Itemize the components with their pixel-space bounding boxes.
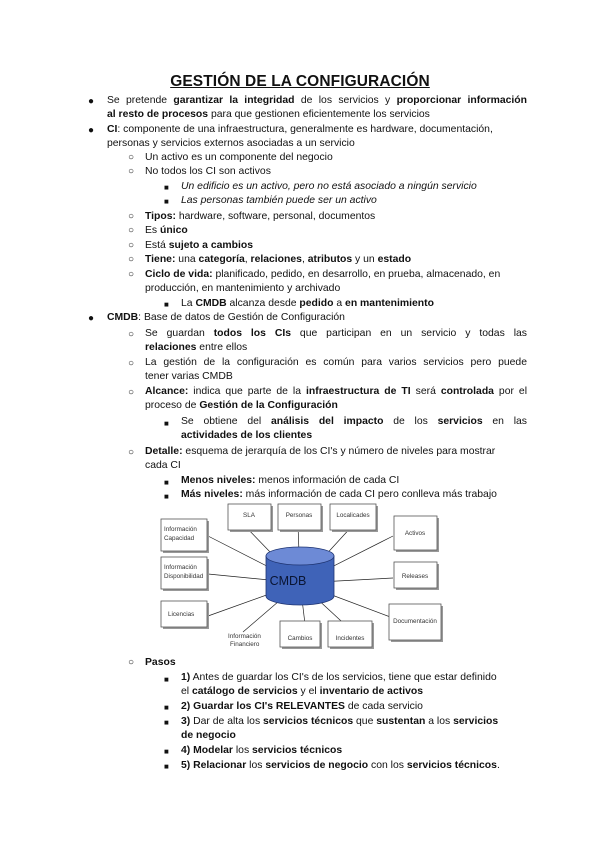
box-info-capacidad-1: Información	[164, 526, 197, 533]
bullet-square: ■	[164, 419, 169, 428]
box-cambios: Cambios	[287, 635, 313, 642]
box-incidentes: Incidentes	[335, 635, 365, 642]
bullet-square: ■	[164, 762, 169, 771]
left-boxes	[161, 519, 209, 629]
s2b2-line: Las personas también puede ser un activo	[181, 195, 377, 206]
bullet-circle: ○	[128, 225, 135, 236]
s3d-line1: Detalle: esquema de jerarquía de los CI's y número de niveles para mostrar	[145, 446, 496, 457]
cmdb-cylinder	[266, 547, 334, 605]
bullet-square: ■	[164, 703, 169, 712]
p3-line2: de negocio	[181, 730, 236, 741]
bullet-circle: ○	[128, 269, 135, 280]
bullet-disc: ●	[88, 125, 95, 136]
s2-line1: CI: componente de una infraestructura, generalmente es hardware, documentación,	[107, 124, 493, 135]
page-title: GESTIÓN DE LA CONFIGURACIÓN	[170, 73, 430, 90]
cmdb-diagram	[158, 498, 443, 656]
bullet-circle: ○	[128, 447, 135, 458]
p3-line1: 3) Dar de alta los servicios técnicos que sustentan a los servicios	[181, 716, 499, 727]
bullet-square: ■	[164, 183, 169, 192]
s2c-line: Tipos: hardware, software, personal, documentos	[145, 211, 376, 222]
bullet-circle: ○	[128, 358, 135, 369]
bullet-circle: ○	[128, 166, 135, 177]
bullet-circle: ○	[128, 329, 135, 340]
bullet-circle: ○	[128, 211, 135, 222]
s3c-line1: Alcance: indica que parte de la infraestructura de TI será controlada por el	[145, 386, 528, 397]
bullet-square: ■	[164, 492, 169, 501]
bullet-circle: ○	[128, 152, 135, 163]
bullet-circle: ○	[128, 387, 135, 398]
s3c-line2: proceso de Gestión de la Configuración	[145, 400, 338, 411]
s2g-line1: Ciclo de vida: planificado, pedido, en desarrollo, en prueba, almacenado, en	[145, 269, 501, 280]
box-localicades: Localicades	[336, 512, 370, 519]
box-releases: Releases	[401, 573, 429, 580]
p1-line1: 1) Antes de guardar los CI's de los servicios, tiene que estar definido	[181, 672, 497, 683]
s3b-line1: La gestión de la configuración es común para varios servicios pero puede	[145, 357, 527, 368]
s1-line2: al resto de procesos para que gestionen eficientemente los servicios	[107, 109, 430, 120]
bullet-square: ■	[164, 747, 169, 756]
s2a-line: Un activo es un componente del negocio	[145, 152, 333, 163]
bullet-square: ■	[164, 675, 169, 684]
bullet-disc: ●	[88, 96, 95, 107]
s3a-line2: relaciones entre ellos	[145, 342, 248, 353]
box-licencias: Licencias	[168, 611, 195, 618]
s3a-line1: Se guardan todos los CIs que participan en un servicio y todas las	[145, 328, 527, 339]
s2g1-line: La CMDB alcanza desde pedido a en mantenimiento	[181, 298, 434, 309]
pasos-label: Pasos	[145, 657, 176, 668]
bullet-square: ■	[164, 718, 169, 727]
box-sla: SLA	[243, 512, 255, 519]
bullet-circle: ○	[128, 240, 135, 251]
s2g-line2: producción, en mantenimiento y archivado	[145, 283, 341, 294]
bottom-boxes	[228, 621, 374, 649]
s3-line: CMDB: Base de datos de Gestión de Configuración	[107, 312, 345, 323]
box-personas: Personas	[285, 512, 313, 519]
cmdb-label: CMDB	[269, 574, 307, 588]
top-boxes	[228, 504, 378, 532]
s3d2-line: Más niveles: más información de cada CI pero conlleva más trabajo	[181, 489, 497, 500]
right-boxes	[389, 516, 443, 642]
s3b-line2: tener varias CMDB	[145, 371, 233, 382]
p5-line: 5) Relacionar los servicios de negocio con los servicios técnicos.	[181, 760, 500, 771]
s3c1-line1: Se obtiene del análisis del impacto de los servicios en las	[181, 416, 527, 427]
s2f-line: Tiene: una categoría, relaciones, atributos y un estado	[145, 254, 412, 265]
label-info-financiero-2: Financiero	[230, 641, 260, 648]
bullet-square: ■	[164, 478, 169, 487]
bullet-disc: ●	[88, 313, 95, 324]
box-activos: Activos	[404, 530, 426, 537]
s2e-line: Está sujeto a cambios	[145, 240, 253, 251]
s3c1-line2: actividades de los clientes	[181, 430, 313, 441]
s2b1-line: Un edificio es un activo, pero no está asociado a ningún servicio	[181, 181, 477, 192]
p2-line: 2) Guardar los CI's RELEVANTES de cada servicio	[181, 701, 423, 712]
s2b-line: No todos los CI son activos	[145, 166, 271, 177]
s3d-line2: cada CI	[145, 460, 181, 471]
box-info-disponibilidad-1: Información	[164, 564, 197, 571]
box-info-disponibilidad-2: Disponibilidad	[164, 573, 204, 580]
s2d-line: Es único	[145, 225, 188, 236]
bullet-square: ■	[164, 197, 169, 206]
box-documentacion: Documentación	[393, 618, 437, 625]
p1-line2: el catálogo de servicios y el inventario de activos	[181, 686, 423, 697]
bullet-square: ■	[164, 300, 169, 309]
label-info-financiero-1: Información	[228, 633, 261, 640]
s1-line1: Se pretende garantizar la integridad de los servicios y proporcionar información	[107, 95, 527, 106]
bullet-circle: ○	[128, 254, 135, 265]
s2-line2: personas y servicios externos asociadas a un servicio	[107, 138, 355, 149]
s3d1-line: Menos niveles: menos información de cada CI	[181, 475, 400, 486]
p4-line: 4) Modelar los servicios técnicos	[181, 745, 343, 756]
bullet-circle: ○	[128, 657, 135, 668]
box-info-capacidad-2: Capacidad	[164, 535, 195, 542]
